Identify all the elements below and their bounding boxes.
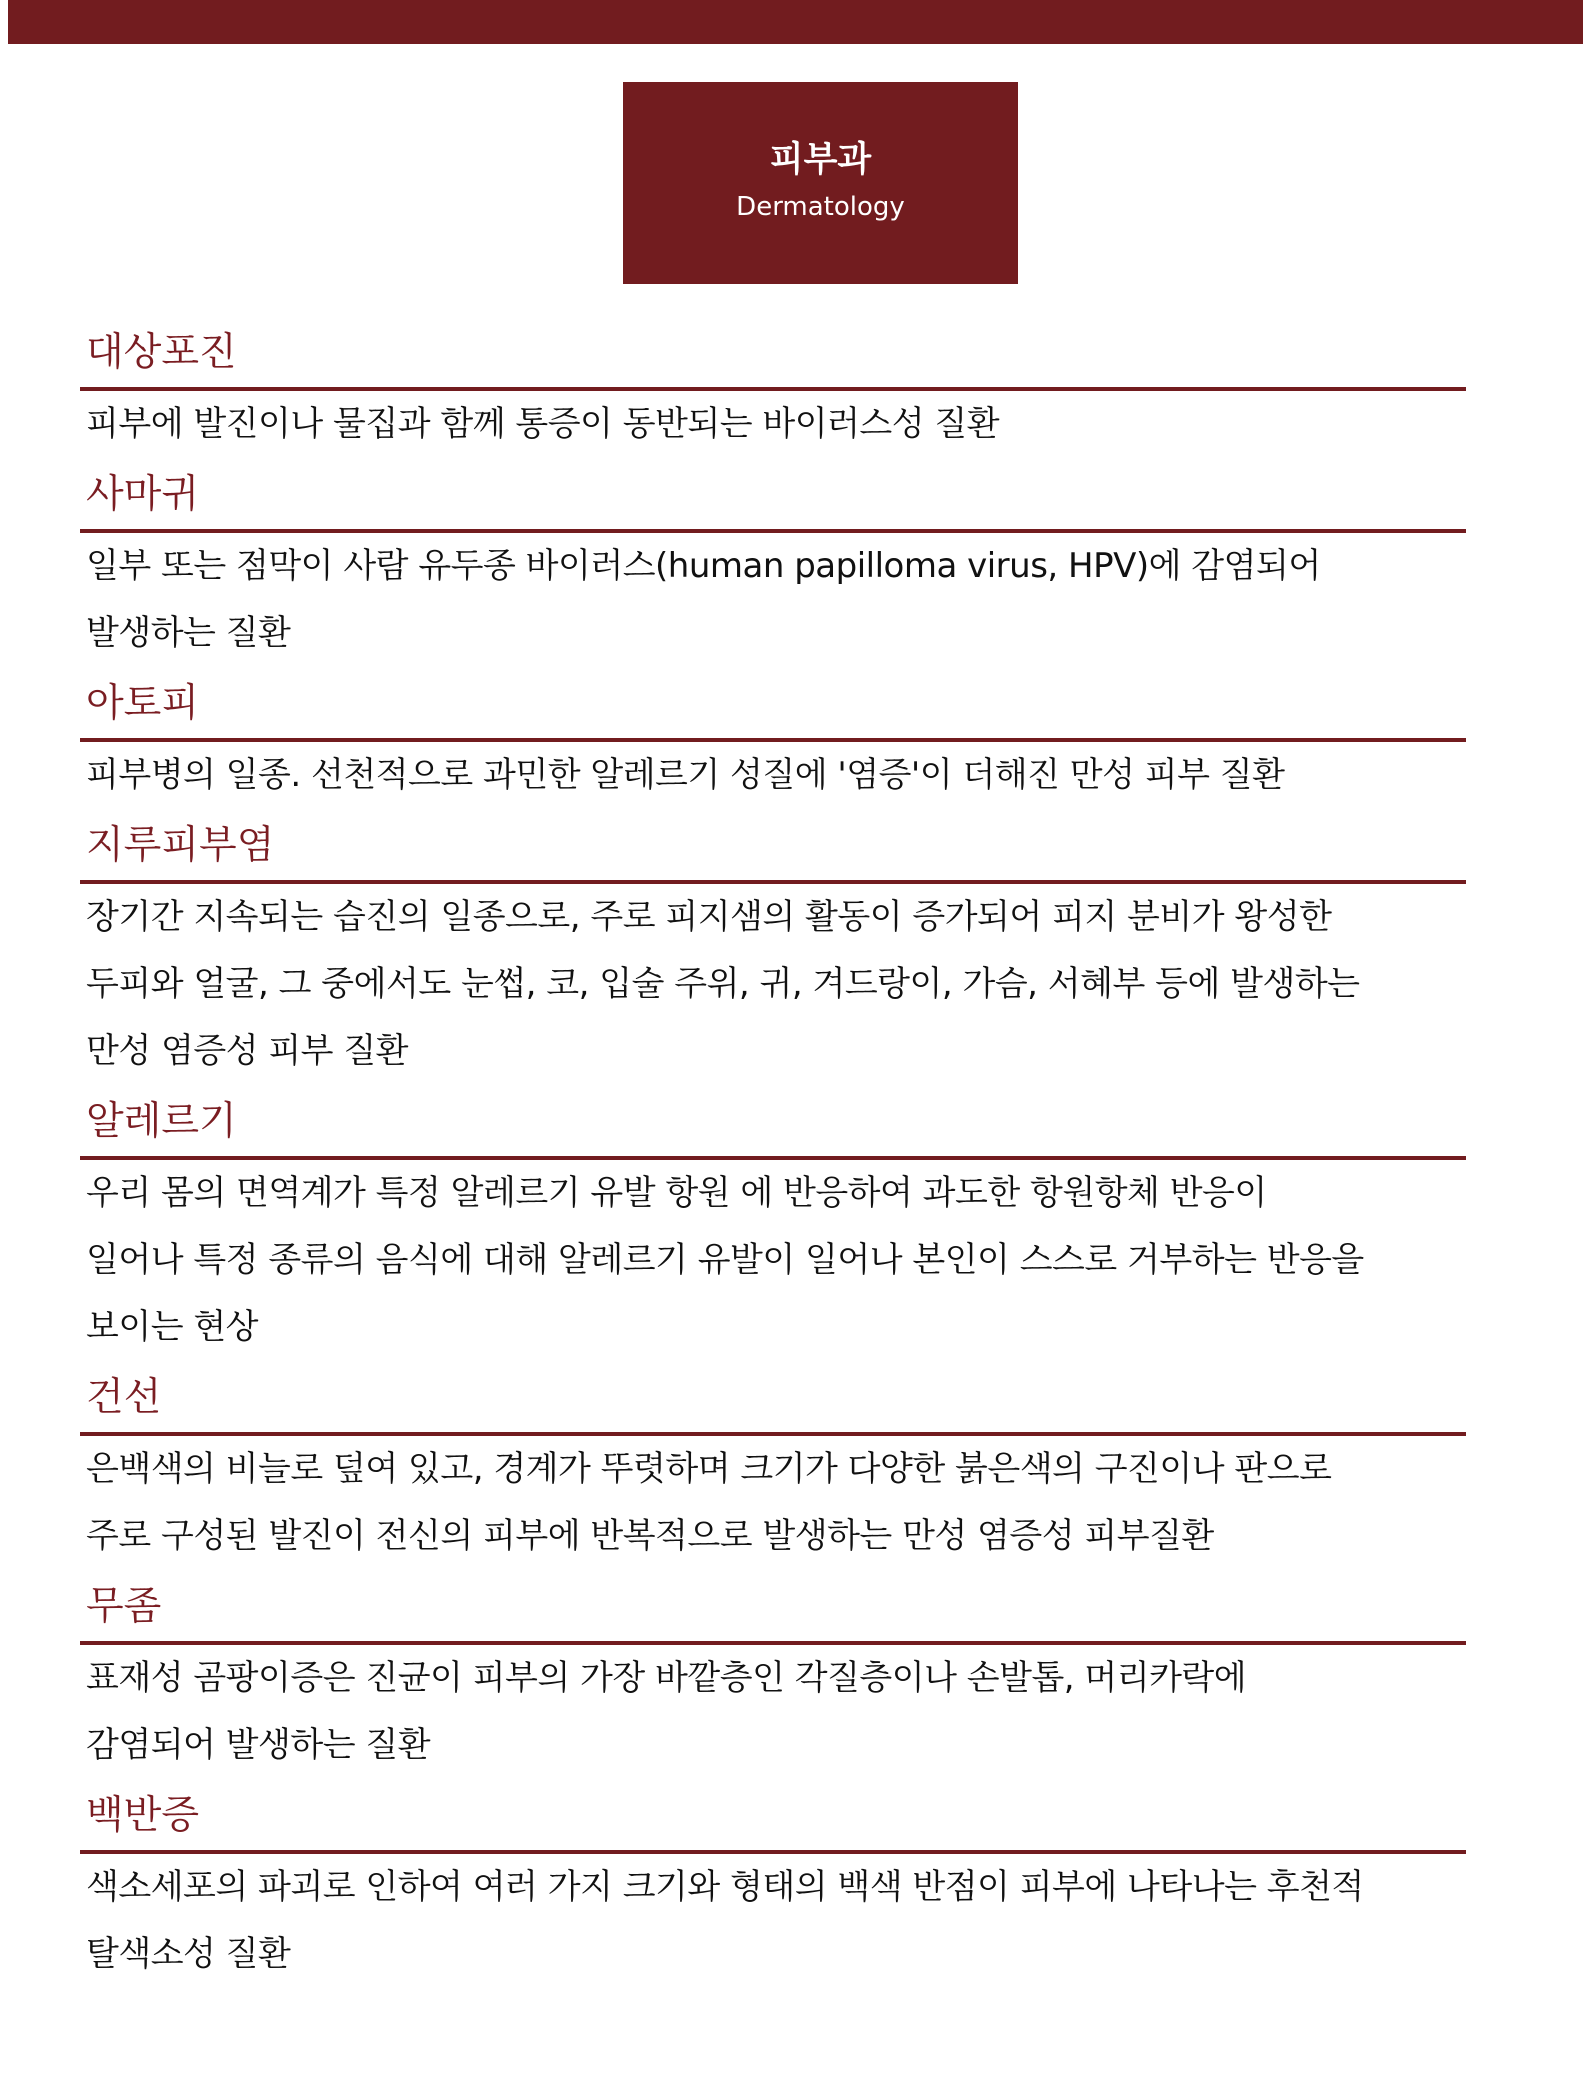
glossary-list bbox=[80, 319, 1466, 1991]
glossary-entry bbox=[80, 319, 1466, 458]
term-definition: 표재성 곰팡이증은 진균이 피부의 가장 바깥층인 각질층이나 손발톱, 머리카락에 감염되어 발생하는 질환 bbox=[86, 1658, 1247, 1765]
term-name: 지루피부염 bbox=[86, 823, 275, 868]
term-definition: 피부병의 일종. 선천적으로 과민한 알레르기 성질에 '염증'이 더해진 만성 피부 질환 bbox=[86, 755, 1285, 795]
term-name: 아토피 bbox=[86, 681, 200, 726]
glossary-entry bbox=[80, 1364, 1466, 1570]
term-name: 사마귀 bbox=[86, 472, 200, 517]
term-definition: 일부 또는 점막이 사람 유두종 바이러스(human papilloma virus, HPV)에 감염되어 발생하는 질환 bbox=[86, 546, 1321, 653]
term-name: 백반증 bbox=[86, 1793, 200, 1838]
section-title-english: Dermatology bbox=[736, 192, 905, 222]
top-banner-bar bbox=[8, 0, 1583, 44]
term-name: 건선 bbox=[86, 1375, 162, 1420]
term-name: 무좀 bbox=[86, 1584, 162, 1629]
term-definition: 우리 몸의 면역계가 특정 알레르기 유발 항원 에 반응하여 과도한 항원항체 반응이 일어나 특정 종류의 음식에 대해 알레르기 유발이 일어나 본인이 스스로 거부하는 반응을 보이는 현상 bbox=[86, 1173, 1364, 1347]
glossary-entry bbox=[80, 461, 1466, 667]
glossary-entry bbox=[80, 1782, 1466, 1988]
term-definition: 장기간 지속되는 습진의 일종으로, 주로 피지샘의 활동이 증가되어 피지 분비가 왕성한 두피와 얼굴, 그 중에서도 눈썹, 코, 입술 주위, 귀, 겨드랑이, 가슴, 서혜부 등에 발생하는 만성 염증성 피부 질환 bbox=[86, 897, 1360, 1071]
section-title-box bbox=[623, 82, 1018, 284]
glossary-entry bbox=[80, 670, 1466, 809]
term-definition: 피부에 발진이나 물집과 함께 통증이 동반되는 바이러스성 질환 bbox=[86, 404, 1000, 444]
section-title-korean: 피부과 bbox=[769, 140, 872, 180]
term-definition: 색소세포의 파괴로 인하여 여러 가지 크기와 형태의 백색 반점이 피부에 나타나는 후천적 탈색소성 질환 bbox=[86, 1867, 1364, 1974]
glossary-entry bbox=[80, 812, 1466, 1085]
term-name: 알레르기 bbox=[86, 1099, 237, 1144]
glossary-entry bbox=[80, 1088, 1466, 1361]
term-name: 대상포진 bbox=[86, 330, 237, 375]
glossary-entry bbox=[80, 1573, 1466, 1779]
term-definition: 은백색의 비늘로 덮여 있고, 경계가 뚜렷하며 크기가 다양한 붉은색의 구진이나 판으로 주로 구성된 발진이 전신의 피부에 반복적으로 발생하는 만성 염증성 피부질환 bbox=[86, 1449, 1332, 1556]
